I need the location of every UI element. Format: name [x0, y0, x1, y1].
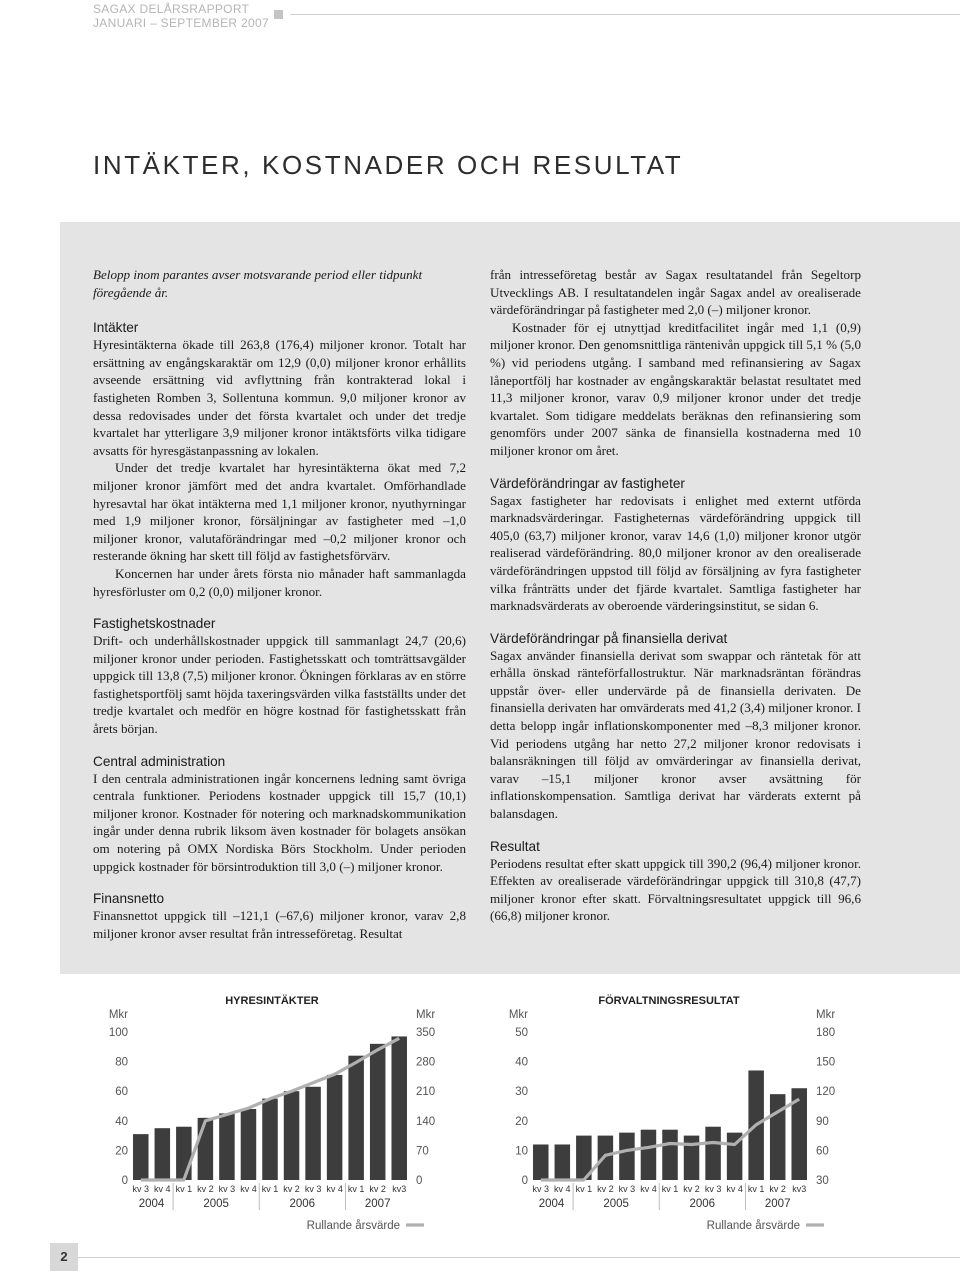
chart-bar [305, 1087, 321, 1180]
x-tick-label: kv 4 [554, 1184, 571, 1194]
x-tick-label: kv 2 [197, 1184, 214, 1194]
heading-vardeforandringar-fastigheter: Värdeförändringar av fastigheter [490, 475, 685, 491]
page-number: 2 [60, 1249, 68, 1264]
y-tick-label-right: 280 [416, 1056, 436, 1069]
x-tick-label: kv 3 [704, 1184, 722, 1194]
x-tick-label: kv 1 [747, 1184, 765, 1194]
y-tick-label-right: 120 [816, 1086, 836, 1099]
y-axis-unit-right: Mkr [416, 1009, 436, 1021]
y-tick-label-left: 20 [115, 1145, 128, 1158]
y-tick-label-left: 30 [515, 1086, 528, 1099]
y-tick-label-left: 40 [115, 1115, 128, 1128]
y-axis-unit-left: Mkr [108, 1009, 128, 1021]
y-tick-label-right: 0 [416, 1175, 423, 1187]
y-tick-label-right: 180 [816, 1027, 836, 1039]
paragraph: Hyresintäkterna ökade till 263,8 (176,4) miljoner kronor. Totalt har ersättning av engångskaraktär om 12,9 (0,0) miljoner kronor erhållits avseende ersättning vid avflyttning från kontrakterad lokal i fastigheten Romben 3, Sollentuna kommun. 9,0 miljoner kronor av dessa redovisades under det första kvartalet och under det tredje kvartalet har ytterligare 3,9 miljoner kronor intäktsförts vilka tidigare avsatts för hyresgästanpassning av lokalen. [93, 337, 466, 458]
chart-bar [533, 1144, 549, 1180]
y-tick-label-right: 350 [416, 1027, 436, 1039]
chart-bar [348, 1056, 364, 1180]
report-period: JANUARI – SEPTEMBER 2007 [93, 16, 269, 30]
y-tick-label-right: 30 [816, 1175, 829, 1187]
chart-bar [555, 1144, 571, 1180]
paragraph: Koncernen har under årets första nio månader haft sammanlagda hyresförluster om 0,2 (0,0) miljoner kronor. [93, 565, 466, 599]
header-square-marker [274, 10, 283, 19]
footer-rule [78, 1257, 960, 1258]
running-header [93, 2, 269, 30]
y-axis-unit-left: Mkr [508, 1009, 528, 1021]
x-tick-label: kv 3 [618, 1184, 636, 1194]
heading-central-administration: Central administration [93, 753, 226, 769]
y-tick-label-left: 10 [515, 1145, 528, 1158]
chart-bar [219, 1113, 235, 1180]
chart-bar [327, 1075, 343, 1180]
chart-bar [684, 1136, 700, 1180]
chart-bar [133, 1134, 149, 1180]
chart-title: FÖRVALTNINGSRESULTAT [598, 995, 740, 1007]
chart-bar [391, 1036, 407, 1180]
paragraph: Sagax fastigheter har redovisats i enlighet med externt utförda marknadsvärderingar. Fastigheternas värdeförändring uppgick till 405,0 (63,7) miljoner kronor, varav 14,6 (1,0) miljoner kronor utgör realiserad värdeförändring. 80,0 miljoner kronor av den orealiserade värdeförändringen uppstod till följd av försäljning av fyra fastigheter vilka frånträtts under det fjärde kvartalet. Samtliga fastigheter har marknadsvärderats av oberoende värderingsinstitut, se sidan 6. [490, 492, 861, 614]
paragraph: Kostnader för ej utnyttjad kreditfacilitet ingår med 1,1 (0,9) miljoner kronor. Den genomsnittliga räntenivån uppgick till 5,1 % (5,0 %) vid periodens utgång. I samband med refinansiering av Sagax låneportfölj har kostnader av engångskaraktär belastat resultatet med 11,3 miljoner kronor, varav 0,9 miljoner kronor under det tredje kvartalet. Som tidigare meddelats beräknas den refinansiering som genomförs under 2007 sänka de finansiella kostnaderna med 10 miljoner kronor om året. [490, 319, 861, 458]
chart-bar [370, 1044, 386, 1180]
x-tick-label: kv 2 [769, 1184, 786, 1194]
year-label: 2006 [689, 1198, 716, 1210]
x-tick-label: kv 4 [240, 1184, 257, 1194]
chart-bar [241, 1109, 257, 1180]
y-tick-label-left: 40 [515, 1056, 528, 1069]
y-tick-label-left: 20 [515, 1115, 528, 1128]
y-tick-label-left: 0 [121, 1175, 128, 1187]
y-tick-label-right: 150 [816, 1056, 836, 1069]
paragraph: Drift- och underhållskostnader uppgick till sammanlagt 24,7 (20,6) miljoner kronor under perioden. Fastighetsskatt och tomträttsavgälder uppgick till 13,8 (7,5) miljoner kronor. Ökningen förklaras av en större fastighetsportfölj samt höjda taxeringsvärden vilka fastställts under det tredje kvartalet och medför en högre kostnad för fastighetsskatt från årets början. [93, 633, 466, 737]
heading-vardeforandringar-derivat: Värdeförändringar på finansiella derivat [490, 630, 728, 646]
paragraph: Sagax använder finansiella derivat som swappar och räntetak för att erhålla önskad ränteförfallostruktur. När marknadsräntan förändras uppstår över- eller undervärde på de finansiella derivaten. De finansiella derivaten har omvärderats med 41,2 (3,4) miljoner kronor. I detta belopp ingår inflationskomponenter med –8,3 miljoner kronor. Vid periodens utgång har netto 27,2 miljoner kronor redovisats i balansräkningen till följd av omvärderingar av finansiella derivat, varav –15,1 miljoner kronor avser avsättning för inflationskompensation. Samtliga derivat har värderats externt på balansdagen. [490, 647, 861, 822]
chart-bar [155, 1128, 171, 1180]
year-label: 2004 [138, 1198, 165, 1210]
y-tick-label-left: 60 [115, 1086, 128, 1099]
x-tick-label: kv 4 [326, 1184, 343, 1194]
x-tick-label: kv 4 [640, 1184, 657, 1194]
year-label: 2007 [764, 1198, 791, 1210]
x-tick-label: kv 1 [261, 1184, 279, 1194]
page-title: INTÄKTER, KOSTNADER OCH RESULTAT [93, 150, 684, 180]
y-tick-label-right: 210 [416, 1086, 436, 1099]
y-tick-label-left: 50 [515, 1027, 528, 1039]
charts-svg [60, 980, 960, 1230]
intro-note: Belopp inom parantes avser motsvarande period eller tidpunkt föregående år. [93, 267, 423, 300]
chart-bar [598, 1136, 614, 1180]
left-column [93, 266, 466, 942]
x-tick-label: kv 3 [532, 1184, 550, 1194]
report-name: SAGAX DELÅRSRAPPORT [93, 2, 250, 16]
charts-area [60, 980, 960, 1230]
x-tick-label: kv 3 [132, 1184, 150, 1194]
x-tick-label: kv 4 [726, 1184, 743, 1194]
paragraph: Under det tredje kvartalet har hyresintäkterna ökat med 7,2 miljoner kronor jämfört med det andra kvartalet. Omförhandlade hyresavtal har ökat intäkterna med 1,1 miljoner kronor, nyuthyrningar med 1,9 miljoner kronor, försäljningar av fastigheter med –1,0 miljoner kronor, valutaförändringar med –0,2 miljoner kronor och resterande ökning har skett till följd av fastighetsförvärv. [93, 460, 466, 564]
x-tick-label: kv 2 [597, 1184, 614, 1194]
x-tick-label: kv 2 [369, 1184, 386, 1194]
heading-finansnetto: Finansnetto [93, 891, 165, 907]
x-tick-label: kv 4 [154, 1184, 171, 1194]
chart-bar [705, 1127, 721, 1180]
heading-fastighetskostnader: Fastighetskostnader [93, 616, 216, 632]
y-tick-label-left: 100 [108, 1027, 128, 1039]
x-tick-label: kv3 [792, 1184, 807, 1194]
paragraph: Finansnettot uppgick till –121,1 (–67,6) miljoner kronor, varav 2,8 miljoner kronor avser resultat från intresseföretag. Resultat [93, 908, 466, 941]
year-label: 2005 [203, 1198, 229, 1210]
chart-bar [176, 1127, 192, 1180]
y-tick-label-right: 70 [416, 1145, 429, 1158]
year-label: 2004 [538, 1198, 565, 1210]
chart-title: HYRESINTÄKTER [225, 995, 319, 1007]
x-tick-label: kv 1 [347, 1184, 365, 1194]
paragraph: från intresseföretag består av Sagax resultatandel från Segeltorp Utvecklings AB. I resultatandelen ingår Sagax andel av orealiserade värdeförändringar på fastigheter med 2,0 (–) miljoner kronor. [490, 267, 861, 318]
right-column [490, 266, 861, 925]
chart-bar [619, 1133, 635, 1180]
year-label: 2006 [289, 1198, 316, 1210]
y-tick-label-right: 60 [816, 1145, 829, 1158]
x-tick-label: kv 1 [175, 1184, 193, 1194]
chart-bar [284, 1091, 300, 1180]
chart-bar [662, 1130, 678, 1180]
x-tick-label: kv3 [392, 1184, 407, 1194]
x-tick-label: kv 3 [304, 1184, 322, 1194]
x-tick-label: kv 3 [218, 1184, 236, 1194]
chart-bar [198, 1118, 214, 1180]
year-label: 2007 [364, 1198, 391, 1210]
x-tick-label: kv 2 [283, 1184, 300, 1194]
chart-bar [641, 1130, 657, 1180]
paragraph: Periodens resultat efter skatt uppgick till 390,2 (96,4) miljoner kronor. Effekten av orealiserade värdeförändringar uppgick till 310,8 (47,7) miljoner kronor efter skatt. Förvaltningsresultatet uppgick till 96,6 (66,8) miljoner kronor. [490, 855, 861, 924]
x-tick-label: kv 1 [575, 1184, 593, 1194]
y-tick-label-left: 80 [115, 1056, 128, 1069]
header-rule [290, 14, 960, 15]
y-tick-label-left: 0 [521, 1175, 528, 1187]
x-tick-label: kv 1 [661, 1184, 679, 1194]
heading-resultat: Resultat [490, 838, 540, 854]
y-axis-unit-right: Mkr [816, 1009, 836, 1021]
chart-bar [262, 1099, 278, 1180]
legend-label: Rullande årsvärde [706, 1220, 800, 1230]
paragraph: I den centrala administrationen ingår koncernens ledning samt övriga centrala funktioner. Periodens kostnader uppgick till 15,7 (10,1) miljoner kronor. Kostnader för notering och marknadskommunikation ingår under denna rubrik liksom även kostnader för bolagets ansökan om notering på OMX Nordiska Börs Stockholm. Under perioden uppgick kostnader för börsintroduktion till 3,0 (–) miljoner kronor. [93, 770, 466, 874]
heading-intakter: Intäkter [93, 320, 139, 336]
y-tick-label-right: 140 [416, 1115, 436, 1128]
year-label: 2005 [603, 1198, 629, 1210]
y-tick-label-right: 90 [816, 1115, 829, 1128]
x-tick-label: kv 2 [683, 1184, 700, 1194]
legend-label: Rullande årsvärde [306, 1220, 400, 1230]
